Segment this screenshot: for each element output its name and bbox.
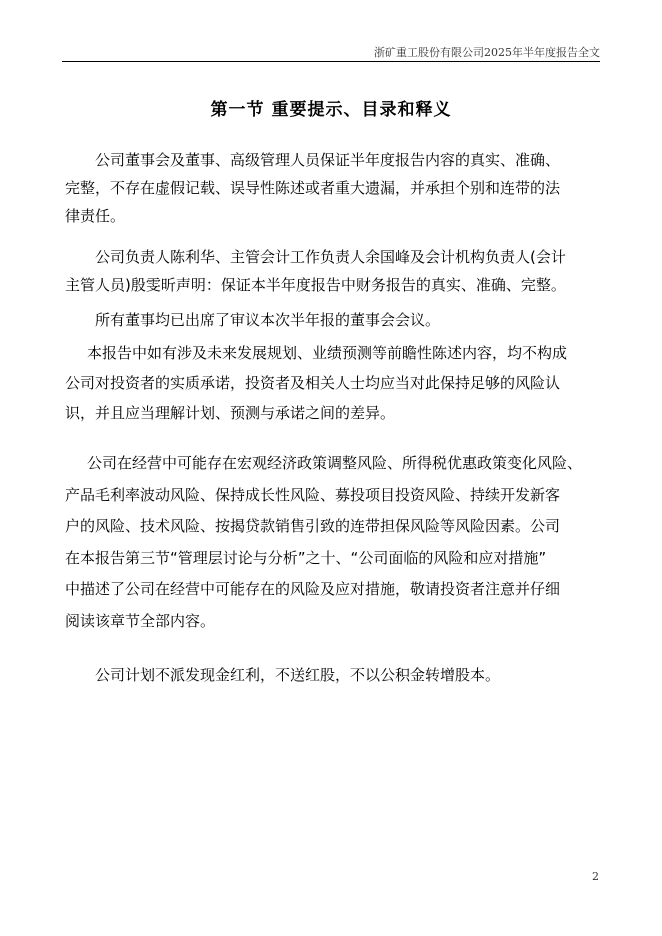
paragraph-directors-attendance [65, 306, 440, 334]
paragraph-line: 公司计划不派发现金红利，不送红股，不以公积金转增股本。 [95, 666, 501, 684]
paragraph-line: 公司在经营中可能存在宏观经济政策调整风险、所得税优惠政策变化风险、 [87, 454, 583, 472]
paragraph-responsible-persons [65, 243, 566, 299]
paragraph-dividend-plan [65, 661, 500, 689]
paragraph-forward-looking [65, 338, 567, 428]
paragraph-line: 主管人员)殷雯昕声明：保证本半年度报告中财务报告的真实、准确、完整。 [65, 276, 566, 294]
paragraph-line: 律责任。 [65, 207, 126, 225]
page-header: 浙矿重工股份有限公司2025年半年度报告全文 [374, 46, 600, 59]
paragraph-line: 产品毛利率波动风险、保持成长性风险、募投项目投资风险、持续开发新客 [65, 485, 561, 504]
section-title: 第一节 重要提示、目录和释义 [210, 100, 452, 120]
header-rule [62, 61, 600, 62]
paragraph-line: 本报告中如有涉及未来发展规划、业绩预测等前瞻性陈述内容，均不构成 [87, 344, 568, 362]
paragraph-line: 公司负责人陈利华、主管会计工作负责人余国峰及会计机构负责人(会计 [95, 248, 566, 266]
paragraph-line: 公司董事会及董事、高级管理人员保证半年度报告内容的真实、准确、 [95, 151, 561, 169]
paragraph-line: 在本报告第三节“管理层讨论与分析”之十、“公司面临的风险和应对措施” [65, 548, 547, 567]
paragraph-line: 完整，不存在虚假记载、误导性陈述或者重大遗漏，并承担个别和连带的法 [65, 179, 561, 197]
paragraph-line: 所有董事均已出席了审议本次半年报的董事会会议。 [95, 311, 441, 329]
page-number: 2 [592, 870, 599, 883]
paragraph-line: 阅读该章节全部内容。 [65, 611, 216, 630]
paragraph-line: 户的风险、技术风险、按揭贷款销售引致的连带担保风险等风险因素。公司 [65, 517, 561, 535]
paragraph-risk-factors [65, 448, 582, 637]
paragraph-board-guarantee [65, 146, 560, 230]
paragraph-line: 中描述了公司在经营中可能存在的风险及应对措施，敬请投资者注意并仔细 [65, 580, 561, 598]
paragraph-line: 识，并且应当理解计划、预测与承诺之间的差异。 [65, 404, 396, 422]
paragraph-line: 公司对投资者的实质承诺，投资者及相关人士均应当对此保持足够的风险认 [65, 374, 561, 392]
